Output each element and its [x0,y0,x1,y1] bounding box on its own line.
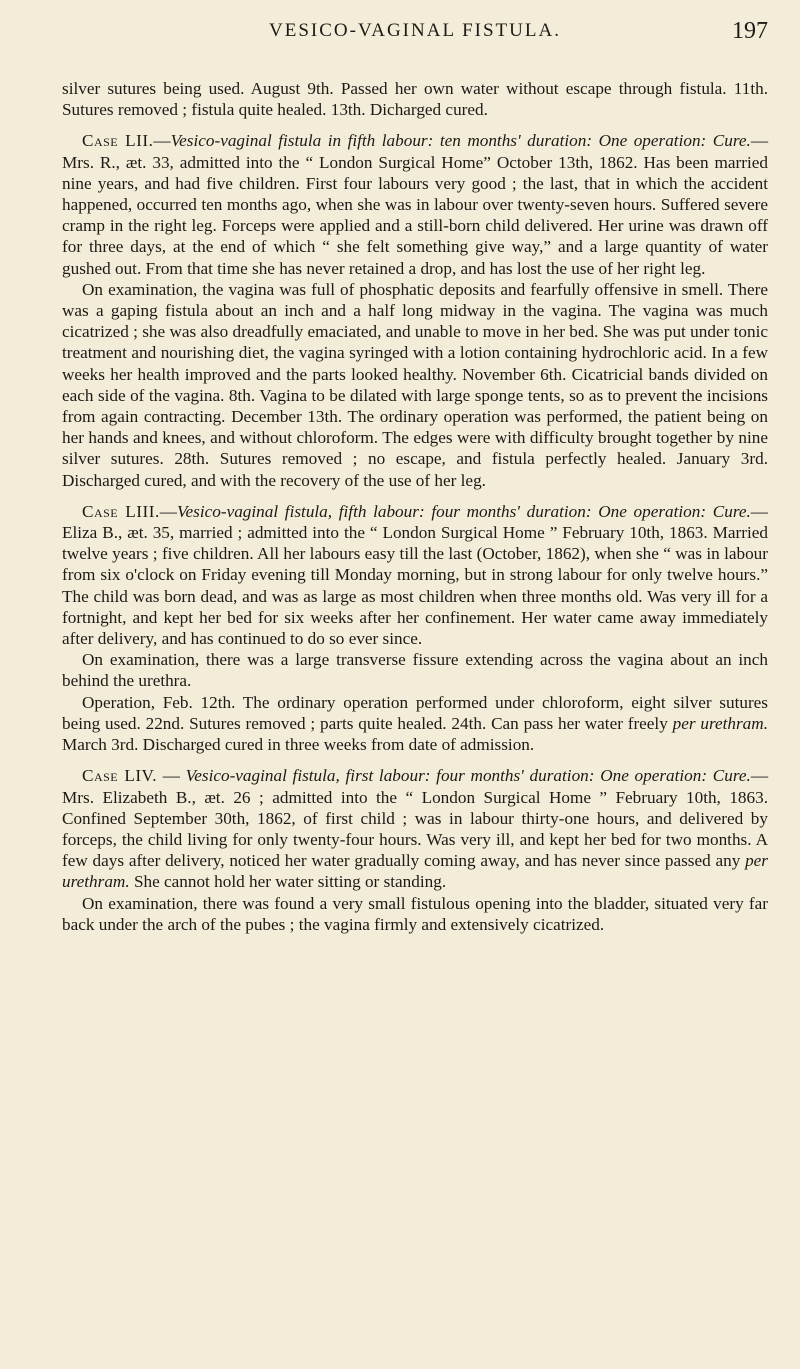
running-head [62,18,768,48]
paragraph-text: On examination, there was found a very small fistulous opening into the bladder, situated very far back under the arch of the pubes ; the vagina firmly and extensively cicatrized. [62,893,768,934]
case-54-paragraph [62,765,768,892]
case-52-examination [62,279,768,491]
case-53-examination [62,649,768,691]
case-dash: — [159,501,177,521]
latin-phrase: per urethram. [62,851,768,892]
latin-phrase: per urethram. [672,713,768,733]
case-number: Case LII. [82,131,154,151]
case-dash: — [153,131,171,151]
case-52-paragraph [62,130,768,278]
case-body-end: She cannot hold her water sitting or standing. [129,872,447,892]
paragraph-text: On examination, the vagina was full of phosphatic deposits and fearfully offensive in smell. There was a gaping fistula about an inch and a half long midway in the vagina. The vagina was much cicatrized ; she was also dreadfully emaciated, and unable to move in her bed. She was put under tonic treatment and nourishing diet, the vagina syringed with a lotion containing hydrochloric acid. In a few weeks her health improved and the parts looked healthy. November 6th. Cicatricial bands divided on each side of the vagina. 8th. Vagina to be dilated with large sponge tents, so as to prevent the incisions from again contracting. December 13th. The ordinary operation was performed, the patient being on her hands and knees, and without chloroform. The edges were with difficulty brought together by nine silver sutures. 28th. Sutures removed ; no escape, and fistula perfectly healed. January 3rd. Discharged cured, and with the recovery of the use of her leg. [62,279,768,490]
paragraph-text: silver sutures being used. August 9th. Passed her own water without escape through fistula. 11th. Sutures removed ; fistula quite healed. 13th. Dicharged cured. [62,79,768,120]
case-heading: Vesico-vaginal fistula, fifth labour: four months' duration: One operation: Cure. [176,501,751,521]
running-title: VESICO-VAGINAL FISTULA. [269,20,561,41]
case-number: Case LIII. [82,501,160,521]
case-number: Case LIV. [82,766,158,786]
case-body: —Eliza B., æt. 35, married ; admitted into the “ London Surgical Home ” February 10th, 1863. Married twelve years ; five children. All her labours easy till the last (October, 1862), when she “ was in labour from six o'clock on Friday evening till Monday morning, but in strong labour for only twelve hours.” The child was born dead, and was as large as most children when three months old. Was very ill for a fortnight, and kept her bed for six weeks after her confinement. Her water came away immediately after delivery, and has continued to do so ever since. [62,501,768,649]
body-text [62,78,768,935]
case-53-operation [62,692,768,756]
paragraph-text: On examination, there was a large transverse fissure extending across the vagina about an inch behind the urethra. [62,650,768,691]
paragraph-continuation [62,78,768,120]
case-body: —Mrs. R., æt. 33, admitted into the “ London Surgical Home” October 13th, 1862. Has been married nine years, and had five children. First four labours very good ; the last, that in which the accident happened, occurred ten months ago, when she was in labour over twenty-seven hours. Suffered severe cramp in the right leg. Forceps were applied and a still-born child delivered. Her urine was drawn off for three days, at the end of which “ she felt something give way,” and a large quantity of water gushed out. From that time she has never retained a drop, and has lost the use of her right leg. [62,131,768,278]
page-number: 197 [732,18,768,44]
case-54-examination [62,893,768,935]
case-heading: Vesico-vaginal fistula, first labour: four months' duration: One operation: Cure. [185,766,751,786]
paragraph-text: March 3rd. Discharged cured in three weeks from date of admission. [62,735,535,755]
case-heading: Vesico-vaginal fistula in fifth labour: ten months' duration: One operation: Cure. [170,131,751,151]
case-dash: — [157,766,186,786]
case-53-paragraph [62,501,768,649]
case-body: —Mrs. Elizabeth B., æt. 26 ; admitted into the “ London Surgical Home ” February 10th, 1863. Confined September 30th, 1862, of first child ; was in labour thirty-one hours, and delivered by forceps, the child living for only twenty-four hours. Was very ill, and kept her bed for two months. A few days after delivery, noticed her water gradually coming away, and has never since passed any [62,766,769,871]
paragraph-text: Operation, Feb. 12th. The ordinary operation performed under chloroform, eight silver sutures being used. 22nd. Sutures removed ; parts quite healed. 24th. Can pass her water freely [62,692,768,733]
